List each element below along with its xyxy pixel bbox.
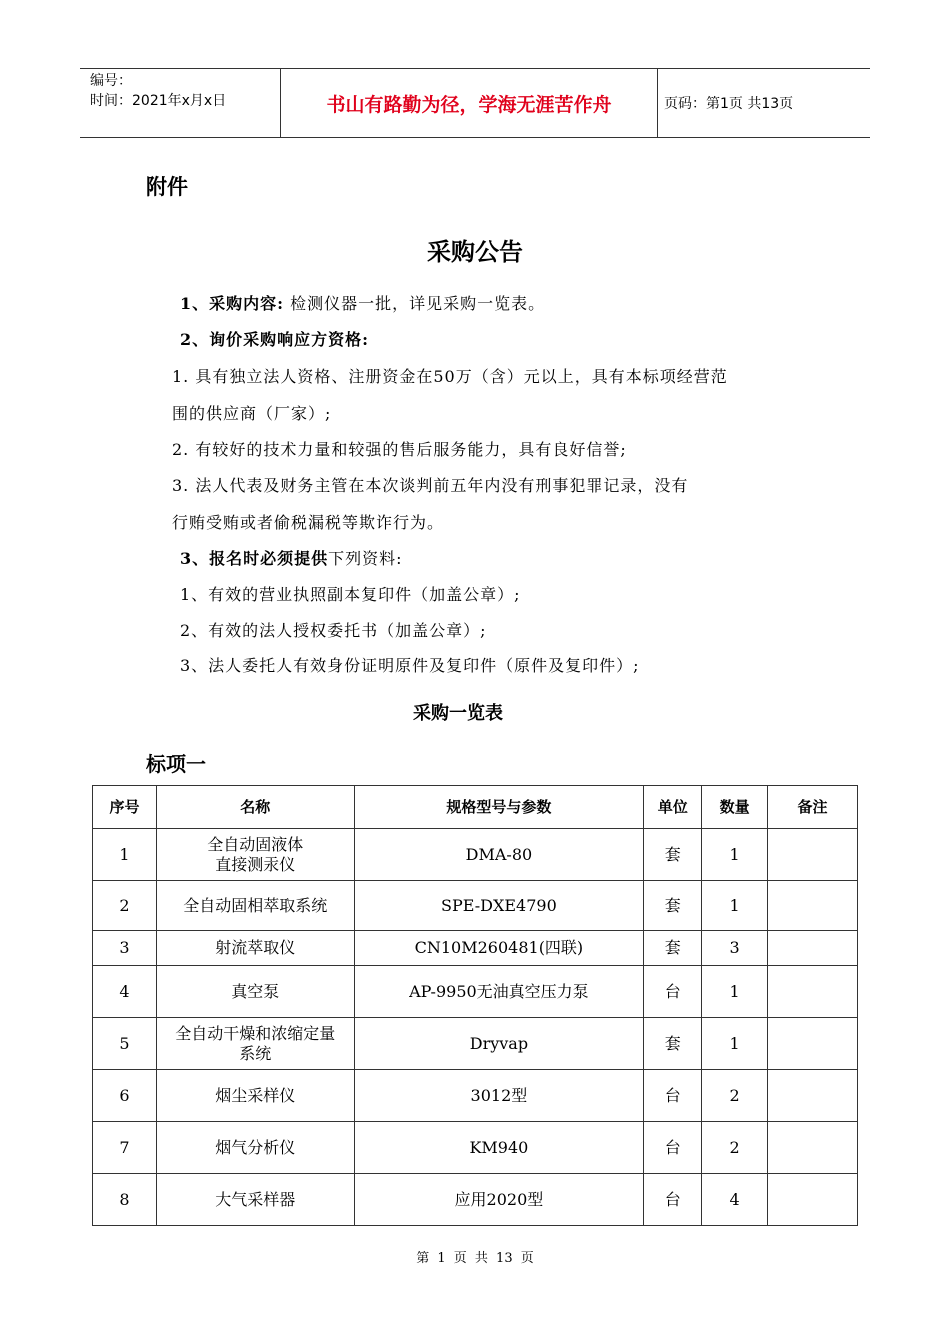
attachment-label: 附件 bbox=[146, 175, 188, 199]
table-row bbox=[93, 931, 858, 966]
cell-unit: 套 bbox=[644, 1018, 702, 1070]
col-header-no: 序号 bbox=[93, 786, 157, 829]
page-title: 采购公告 bbox=[427, 238, 523, 266]
cell-spec: DMA-80 bbox=[354, 829, 644, 881]
cell-name: 全自动固液体 直接测汞仪 bbox=[156, 829, 354, 881]
cell-unit: 套 bbox=[644, 931, 702, 966]
cell-name: 烟气分析仪 bbox=[156, 1122, 354, 1174]
qualification-2: 2. 有较好的技术力量和较强的售后服务能力，具有良好信誉; bbox=[172, 440, 627, 459]
page-footer: 第 1 页 共 13 页 bbox=[416, 1251, 534, 1266]
cell-name: 真空泵 bbox=[156, 966, 354, 1018]
cell-note bbox=[768, 881, 858, 931]
cell-unit: 套 bbox=[644, 829, 702, 881]
header-meta bbox=[80, 69, 280, 137]
cell-name: 全自动固相萃取系统 bbox=[156, 881, 354, 931]
section-1-text: 检测仪器一批，详见采购一览表。 bbox=[284, 294, 546, 313]
cell-no: 4 bbox=[93, 966, 157, 1018]
cell-no: 6 bbox=[93, 1070, 157, 1122]
table-row bbox=[93, 829, 858, 881]
cell-name: 射流萃取仪 bbox=[156, 931, 354, 966]
cell-no: 1 bbox=[93, 829, 157, 881]
cell-unit: 台 bbox=[644, 1070, 702, 1122]
cell-name: 大气采样器 bbox=[156, 1174, 354, 1226]
section-3 bbox=[180, 546, 403, 569]
procurement-table bbox=[92, 785, 858, 1226]
cell-spec: AP-9950无油真空压力泵 bbox=[354, 966, 644, 1018]
cell-no: 7 bbox=[93, 1122, 157, 1174]
cell-note bbox=[768, 1018, 858, 1070]
list-title: 采购一览表 bbox=[413, 703, 503, 724]
table-body bbox=[93, 829, 858, 1226]
section-1-label: 1、采购内容: bbox=[180, 294, 285, 313]
header-motto: 书山有路勤为径，学海无涯苦作舟 bbox=[280, 69, 658, 137]
cell-unit: 台 bbox=[644, 1174, 702, 1226]
col-header-qty: 数量 bbox=[702, 786, 768, 829]
cell-note bbox=[768, 966, 858, 1018]
cell-qty: 2 bbox=[702, 1070, 768, 1122]
col-header-spec: 规格型号与参数 bbox=[354, 786, 644, 829]
cell-name: 烟尘采样仪 bbox=[156, 1070, 354, 1122]
cell-qty: 1 bbox=[702, 1018, 768, 1070]
cell-qty: 1 bbox=[702, 881, 768, 931]
cell-spec: KM940 bbox=[354, 1122, 644, 1174]
table-header-row bbox=[93, 786, 858, 829]
table-row bbox=[93, 1070, 858, 1122]
cell-unit: 套 bbox=[644, 881, 702, 931]
table-row bbox=[93, 966, 858, 1018]
qualification-3-line1: 3. 法人代表及财务主管在本次谈判前五年内没有刑事犯罪记录，没有 bbox=[172, 476, 689, 495]
cell-no: 8 bbox=[93, 1174, 157, 1226]
cell-spec: SPE-DXE4790 bbox=[354, 881, 644, 931]
col-header-note: 备注 bbox=[768, 786, 858, 829]
material-2: 2、有效的法人授权委托书（加盖公章）; bbox=[180, 621, 487, 640]
table-row bbox=[93, 1122, 858, 1174]
cell-unit: 台 bbox=[644, 1122, 702, 1174]
section-3-label: 3、报名时必须提供 bbox=[180, 549, 329, 568]
qualification-1-line2: 围的供应商（厂家）; bbox=[172, 404, 332, 423]
cell-qty: 4 bbox=[702, 1174, 768, 1226]
cell-qty: 1 bbox=[702, 966, 768, 1018]
section-1 bbox=[180, 291, 545, 314]
cell-qty: 3 bbox=[702, 931, 768, 966]
material-1: 1、有效的营业执照副本复印件（加盖公章）; bbox=[180, 585, 521, 604]
number-label: 编号： bbox=[90, 73, 132, 89]
cell-no: 2 bbox=[93, 881, 157, 931]
cell-qty: 2 bbox=[702, 1122, 768, 1174]
cell-note bbox=[768, 1122, 858, 1174]
cell-note bbox=[768, 1174, 858, 1226]
material-3: 3、法人委托人有效身份证明原件及复印件（原件及复印件）; bbox=[180, 656, 640, 675]
cell-no: 3 bbox=[93, 931, 157, 966]
table-row bbox=[93, 1018, 858, 1070]
cell-note bbox=[768, 1070, 858, 1122]
cell-note bbox=[768, 829, 858, 881]
qualification-3-line2: 行贿受贿或者偷税漏税等欺诈行为。 bbox=[172, 513, 445, 532]
col-header-name: 名称 bbox=[156, 786, 354, 829]
col-header-unit: 单位 bbox=[644, 786, 702, 829]
cell-spec: CN10M260481(四联) bbox=[354, 931, 644, 966]
table-row bbox=[93, 881, 858, 931]
cell-name: 全自动干燥和浓缩定量 系统 bbox=[156, 1018, 354, 1070]
section-3-text: 下列资料: bbox=[328, 549, 403, 568]
cell-no: 5 bbox=[93, 1018, 157, 1070]
time-label: 时间：2021年x月x日 bbox=[90, 93, 227, 109]
page-header bbox=[80, 68, 870, 138]
cell-qty: 1 bbox=[702, 829, 768, 881]
qualification-1-line1: 1. 具有独立法人资格、注册资金在50万（含）元以上，具有本标项经营范 bbox=[172, 367, 728, 386]
cell-spec: 3012型 bbox=[354, 1070, 644, 1122]
lot-label: 标项一 bbox=[146, 752, 206, 776]
cell-note bbox=[768, 931, 858, 966]
header-page-code: 页码：第1页 共13页 bbox=[664, 96, 794, 112]
cell-spec: 应用2020型 bbox=[354, 1174, 644, 1226]
cell-spec: Dryvap bbox=[354, 1018, 644, 1070]
cell-unit: 台 bbox=[644, 966, 702, 1018]
table-row bbox=[93, 1174, 858, 1226]
section-2-label: 2、询价采购响应方资格: bbox=[180, 330, 370, 349]
